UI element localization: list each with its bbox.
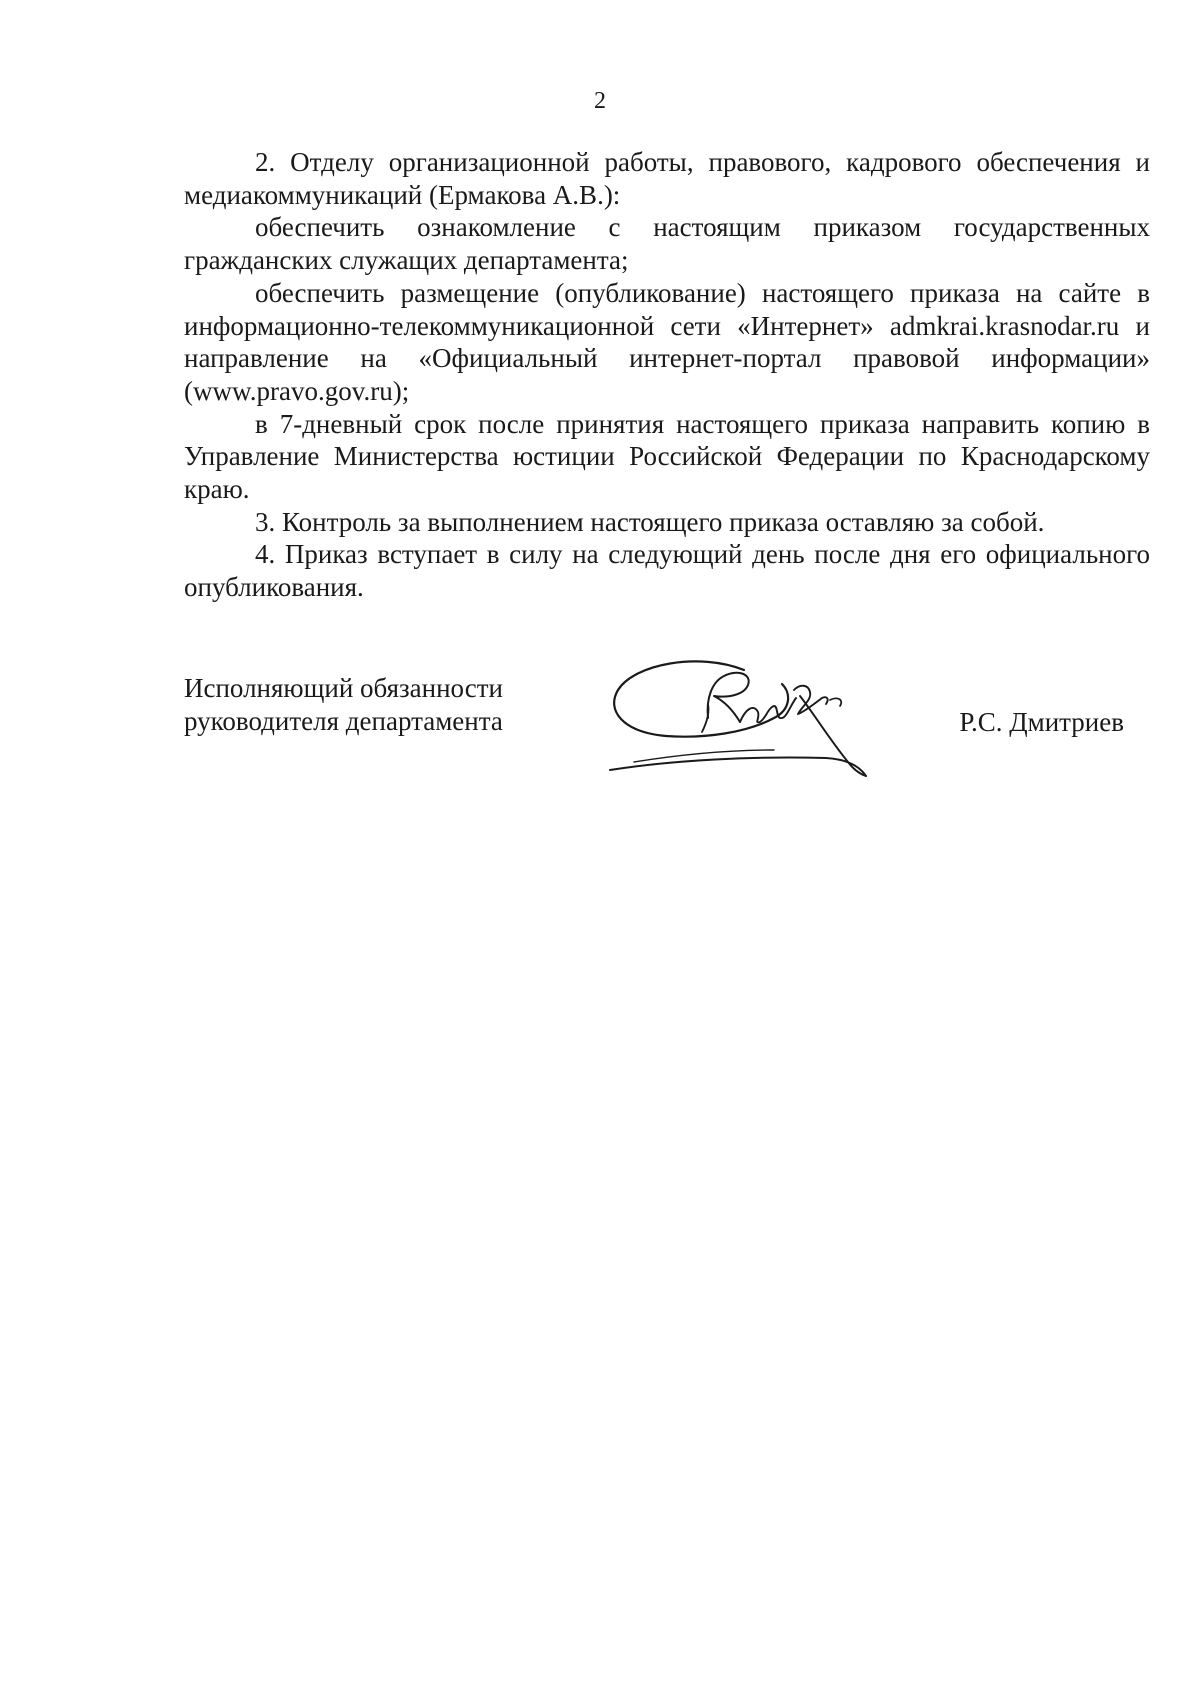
paragraph-familiarize-staff: обеспечить ознакомление с настоящим приказом государственных гражданских служащих департамента;: [184, 212, 1150, 276]
signer-name: Р.С. Дмитриев: [959, 707, 1124, 737]
paragraph-publish-order: обеспечить размещение (опубликование) настоящего приказа на сайте в информационно-телекоммуникационной сети «Интернет» admkrai.krasnodar.ru и направление на «Официальный интернет-портал правовой информации» (www.pravo.gov.ru);: [184, 277, 1150, 406]
signer-position-line-2: руководителя департамента: [184, 706, 503, 736]
document-body: [184, 146, 1150, 604]
paragraph-send-copy: в 7-дневный срок после принятия настоящего приказа направить копию в Управление Министерства юстиции Российской Федерации по Краснодарскому краю.: [184, 408, 1150, 505]
paragraph-item-4: 4. Приказ вступает в силу на следующий день после дня его официального опубликования.: [184, 539, 1150, 603]
signer-position-line-1: Исполняющий обязанности: [184, 673, 503, 703]
paragraph-item-2: 2. Отделу организационной работы, правового, кадрового обеспечения и медиакоммуникаций (Ермакова А.В.):: [184, 147, 1150, 210]
signature-block: [184, 672, 1150, 792]
handwritten-signature-icon: [604, 654, 894, 789]
page-number: 2: [594, 88, 606, 114]
signer-position: [184, 672, 503, 738]
paragraph-item-3: 3. Контроль за выполнением настоящего приказа оставляю за собой.: [255, 506, 1045, 537]
